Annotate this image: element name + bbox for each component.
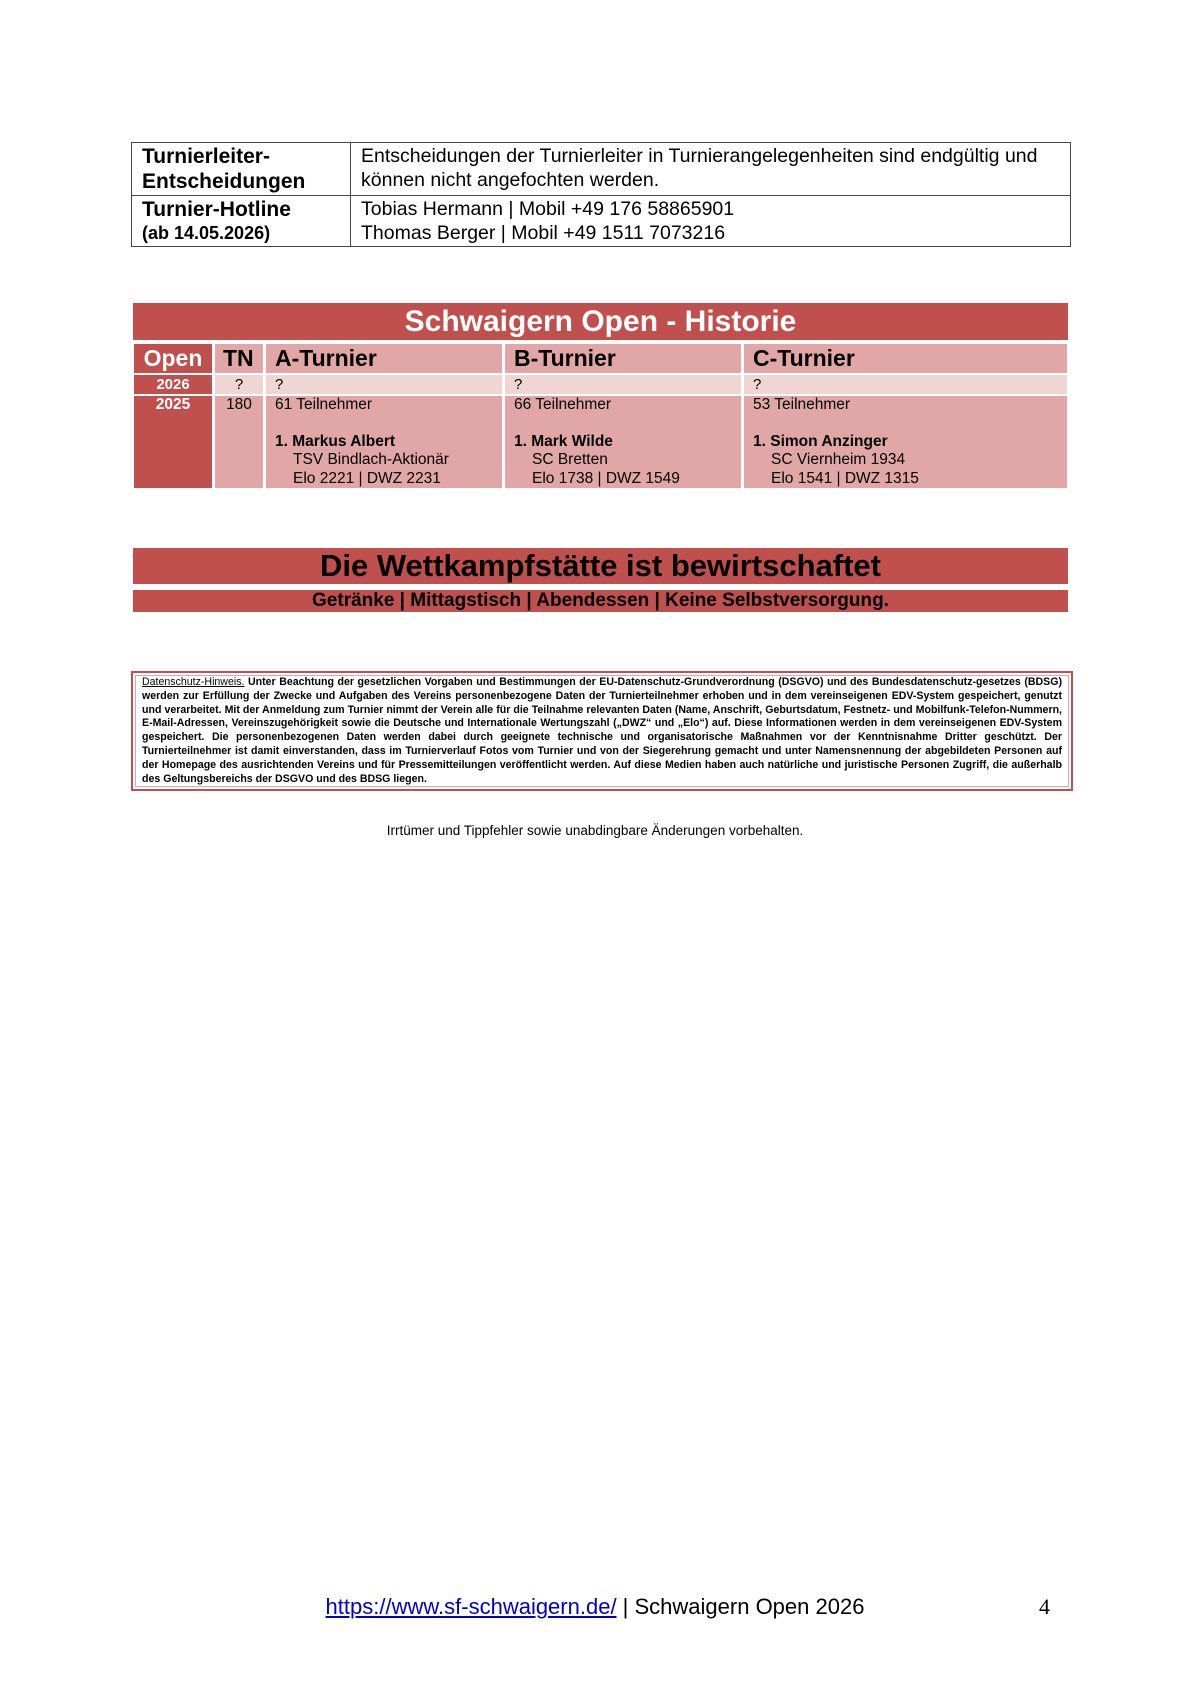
header-open: Open: [134, 344, 212, 373]
history-table: [131, 342, 1070, 490]
info-label-line1: Turnier-Hotline: [142, 198, 291, 221]
b-cell: [505, 396, 741, 488]
participant-count: 61 Teilnehmer: [275, 396, 373, 413]
catering-title: Die Wettkampfstätte ist bewirtschaftet: [133, 548, 1068, 584]
history-title: Schwaigern Open - Historie: [133, 303, 1068, 340]
winner-club: TSV Bindlach-Aktionär: [293, 451, 449, 468]
history-header-row: [134, 344, 1067, 373]
winner-name: 1. Mark Wilde: [514, 432, 613, 450]
b-cell: ?: [505, 375, 741, 394]
header-c: C-Turnier: [744, 344, 1067, 373]
a-cell: ?: [266, 375, 502, 394]
info-label-line2: Entscheidungen: [142, 170, 306, 193]
header-b: B-Turnier: [505, 344, 741, 373]
privacy-title: Datenschutz-Hinweis.: [142, 676, 245, 688]
tn-cell: 180: [215, 396, 263, 488]
winner-name: 1. Markus Albert: [275, 432, 396, 450]
c-cell: ?: [744, 375, 1067, 394]
info-table: [131, 142, 1071, 247]
hotline-contact-1: Tobias Hermann | Mobil +49 176 58865901: [361, 198, 735, 220]
info-value: [351, 196, 1071, 247]
info-label-line2: (ab 14.05.2026): [142, 223, 271, 243]
website-link[interactable]: https://www.sf-schwaigern.de/: [325, 1594, 617, 1619]
footer: [0, 1594, 1190, 1620]
history-row-2026: [134, 375, 1067, 394]
header-tn: TN: [215, 344, 263, 373]
privacy-notice: [131, 671, 1073, 791]
info-value-line1: Entscheidungen der Turnierleiter in Turnierangelegenheiten sind endgültig und: [361, 145, 1038, 167]
info-label-line1: Turnierleiter-: [142, 145, 270, 168]
page-number: 4: [1039, 1594, 1050, 1619]
a-cell: [266, 396, 502, 488]
info-value: [351, 143, 1071, 196]
winner-club: SC Bretten: [532, 451, 608, 468]
participant-count: 66 Teilnehmer: [514, 396, 612, 413]
privacy-text: Unter Beachtung der gesetzlichen Vorgaben und Bestimmungen der EU-Datenschutz-Grundverordnung (DSGVO) und des Bundesdatenschutz-gesetzes (BDSG) werden zur Erfüllung der Zwecke und Aufgaben des Vereins personenbezogene Daten der Turnierteilnehmer erhoben und in dem vereinseigenen EDV-System gespeichert, genutzt und verarbeitet. Mit der Anmeldung zum Turnier nimmt der Verein alle für die Teilnahme relevanten Daten (Name, Anschrift, Geburtsdatum, Festnetz- und Mobilfunk-Telefon-Nummern, E-Mail-Adressen, Vereinszugehörigkeit sowie die Deutsche und Internationale Wertungszahl („DWZ“ und „Elo“) auf. Diese Informationen werden in dem vereinseigenen EDV-System gespeichert. Die personenbezogenen Daten werden dabei durch geeignete technische und organisatorische Maßnahmen vor der Kenntnisnahme Dritter geschützt. Der Turnierteilnehmer ist damit einverstanden, dass im Turnierverlauf Fotos vom Turnier und von der Siegerehrung gemacht und unter Namensnennung der abgebildeten Personen auf der Homepage des ausrichtenden Vereins und für Pressemitteilungen veröffentlicht werden. Auf diese Medien haben auch natürliche und juristische Personen Zugriff, die außerhalb des Geltungsbereichs der DSGVO und des BDSG liegen.: [142, 676, 1062, 785]
winner-club: SC Viernheim 1934: [771, 451, 906, 468]
year-cell: 2025: [134, 396, 212, 488]
footer-text: | Schwaigern Open 2026: [616, 1594, 865, 1619]
info-row-decisions: [132, 143, 1071, 196]
info-value-line2: können nicht angefochten werden.: [361, 169, 660, 191]
history-row-2025: [134, 396, 1067, 488]
tn-cell: ?: [215, 375, 263, 394]
year-cell: 2026: [134, 375, 212, 394]
winner-rating: Elo 1541 | DWZ 1315: [771, 469, 919, 487]
disclaimer: Irrtümer und Tippfehler sowie unabdingbare Änderungen vorbehalten.: [386, 823, 804, 838]
participant-count: 53 Teilnehmer: [753, 396, 851, 413]
catering-subtitle: Getränke | Mittagstisch | Abendessen | Keine Selbstversorgung.: [133, 590, 1068, 612]
info-row-hotline: [132, 196, 1071, 247]
header-a: A-Turnier: [266, 344, 502, 373]
winner-name: 1. Simon Anzinger: [753, 432, 888, 450]
c-cell: [744, 396, 1067, 488]
winner-rating: Elo 1738 | DWZ 1549: [532, 469, 680, 487]
winner-rating: Elo 2221 | DWZ 2231: [293, 469, 441, 487]
hotline-contact-2: Thomas Berger | Mobil +49 1511 7073216: [361, 222, 726, 244]
info-label: [132, 143, 351, 196]
info-label: [132, 196, 351, 247]
